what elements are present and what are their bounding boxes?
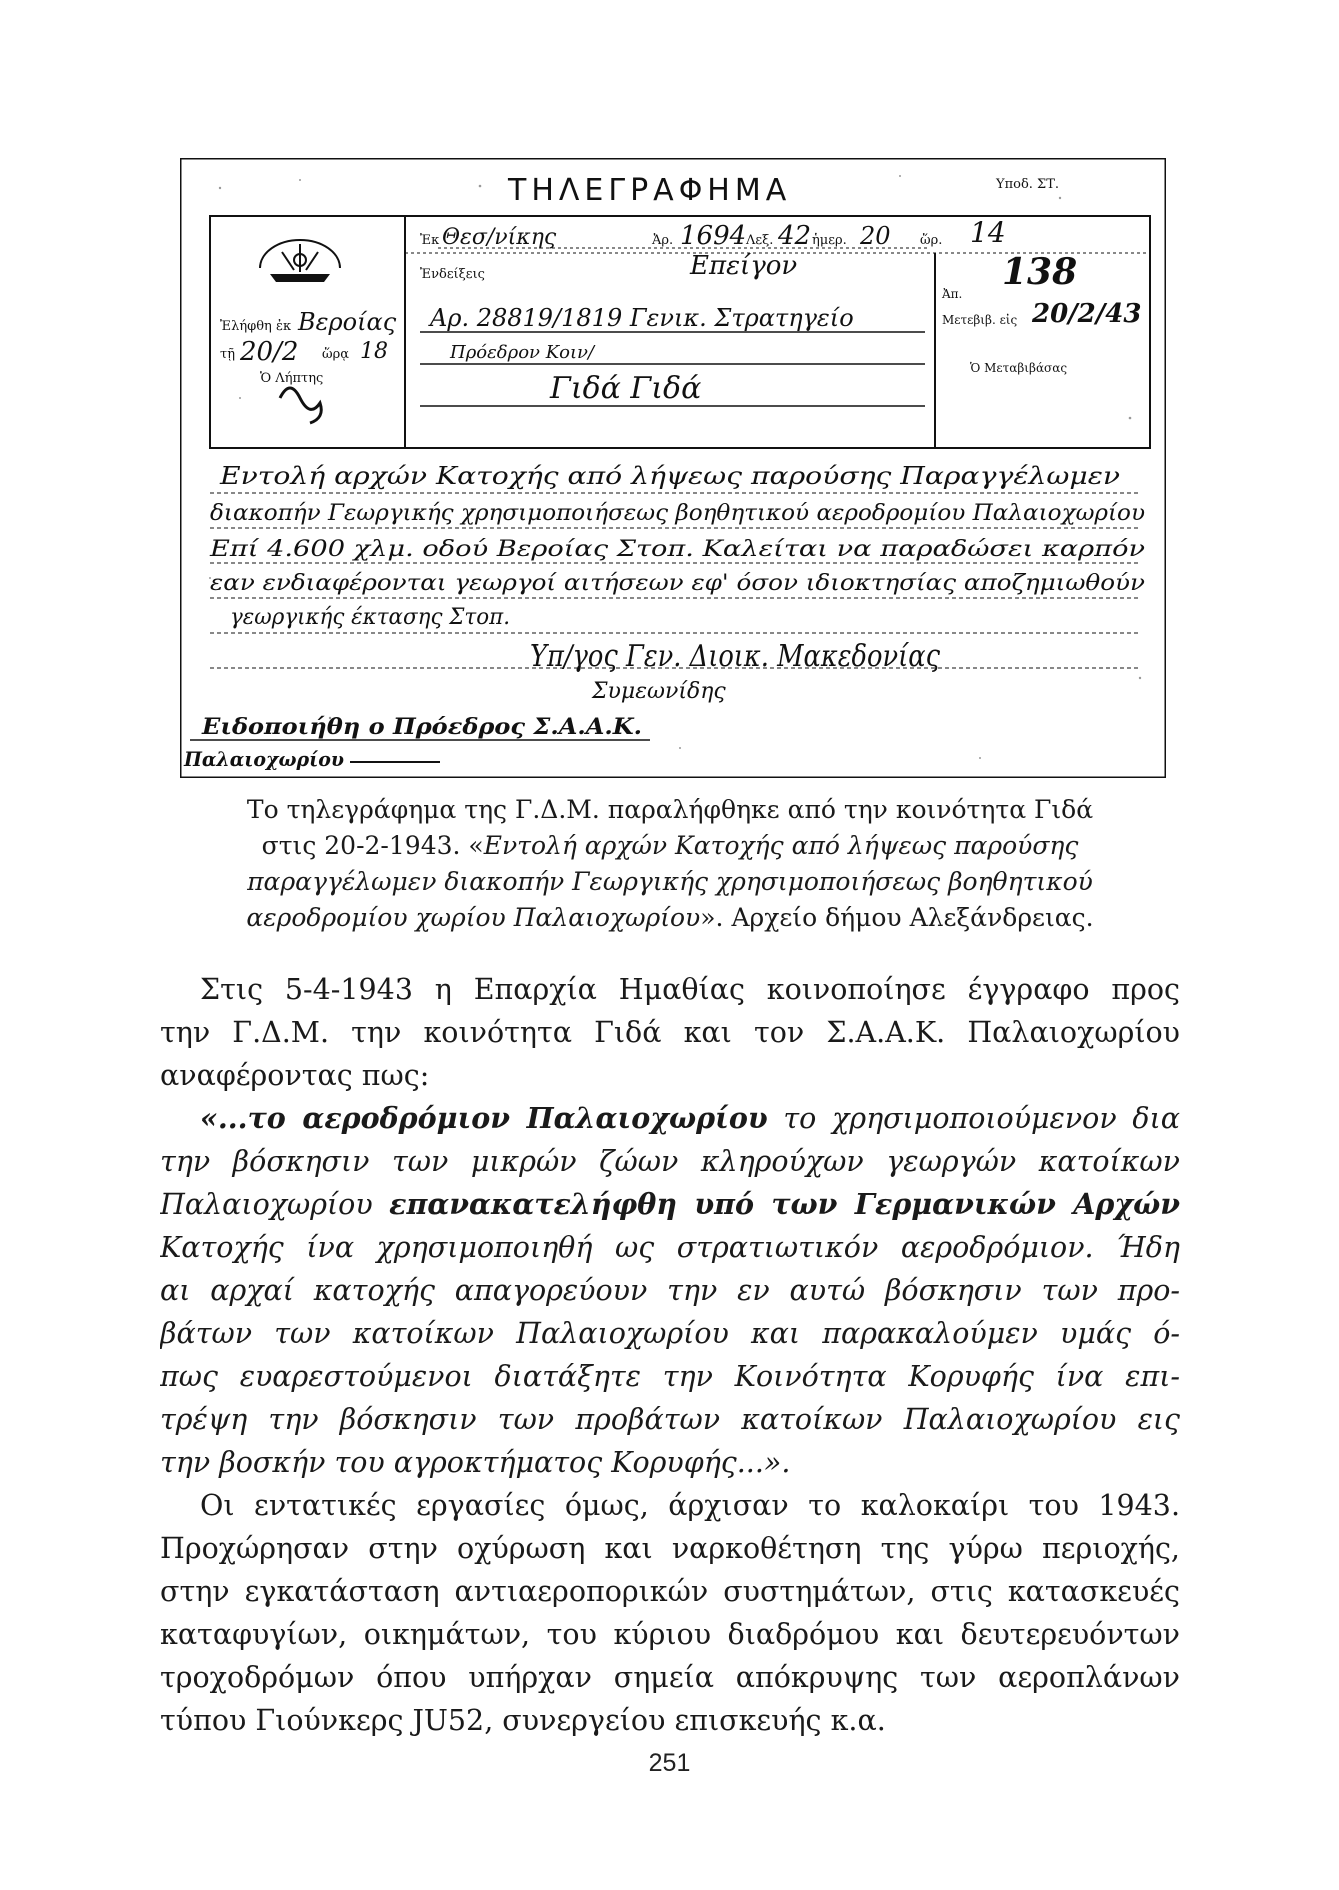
svg-text:Μετεβιβ. εἰς: Μετεβιβ. εἰς	[942, 313, 1018, 327]
received-time-value: 18	[360, 339, 388, 364]
word-count-value: 42	[778, 221, 812, 251]
received-date-label: τῇ	[220, 347, 235, 362]
received-time-label: ὥρᾳ	[322, 347, 350, 362]
quote-line: τρέψη την βόσκησιν των προβάτων κατοίκων Παλαιοχωρίου εις	[160, 1403, 1180, 1436]
notified-line: Ειδοποιήθη ο Πρόεδρος Σ.Α.Α.Κ.	[200, 714, 643, 740]
caption-line-1: Το τηλεγράφημα της Γ.Δ.Μ. παραλήφθηκε από την κοινότητα Γιδά	[246, 795, 1094, 824]
message-line: διακοπήν Γεωργικής χρησιμοποιήσεως βοηθητικού αεροδρομίου Παλαιοχωρίου	[210, 501, 1145, 526]
message-line: Επί 4.600 χλμ. οδού Βεροίας Στοπ. Καλείται να παραδώσει καρπόν	[208, 537, 1145, 562]
stamp-date: 20/2/43	[1032, 299, 1142, 329]
svg-text:Ἀρ.: Ἀρ.	[652, 233, 674, 248]
signature-line-2: Συμεωνίδης	[592, 679, 726, 704]
svg-text:Λεξ.: Λεξ.	[746, 233, 774, 248]
text-line: Οι εντατικές εργασίες όμως, άρχισαν το καλοκαίρι του 1943.	[200, 1489, 1180, 1522]
address-line-1: Αρ. 28819/1819 Γενικ. Στρατηγείο	[430, 304, 854, 332]
origin-value: Θεσ/νίκης	[442, 225, 557, 250]
quote-block	[160, 1097, 1180, 1484]
quote-line: πως ευαρεστούμενοι διατάξητε την Κοινότητα Κορυφής ίνα επι-	[160, 1360, 1180, 1393]
hour-value: 14	[970, 216, 1006, 249]
text-line: καταφυγίων, οικημάτων, του κύριου διαδρόμου και δευτερευόντων	[160, 1618, 1180, 1651]
caption-line-3: παραγγέλωμεν διακοπήν Γεωργικής χρησιμοποιήσεως βοηθητικού	[247, 867, 1093, 896]
page-number: 251	[648, 1749, 691, 1777]
day-value: 20	[860, 222, 891, 250]
text-line: αναφέροντας πως:	[160, 1059, 430, 1092]
telegram-scan	[180, 158, 1166, 778]
quote-line: την βόσκησιν των μικρών ζώων κληρούχων γεωργών κατοίκων	[160, 1145, 1180, 1178]
address-line-3: Γιδά Γιδά	[550, 371, 702, 406]
message-line: εαν ενδιαφέρονται γεωργοί αιτήσεων εφ' όσον ιδιοκτησίας αποζημιωθούν	[210, 571, 1145, 596]
quote-line: αι αρχαί κατοχής απαγορεύουν την εν αυτώ βόσκησιν των προ-	[160, 1274, 1180, 1307]
telegram-number-value: 1694	[680, 221, 747, 251]
quote-line: Παλαιοχωρίου επανακατελήφθη υπό των Γερμανικών Αρχών	[160, 1187, 1180, 1221]
svg-text:Ὁ Μεταβιβάσας: Ὁ Μεταβιβάσας	[970, 361, 1068, 375]
svg-text:ὥρ.: ὥρ.	[920, 233, 943, 248]
caption-line-2: στις 20-2-1943. «Εντολή αρχών Κατοχής από λήψεως παρούσης	[261, 831, 1079, 860]
quote-line: Κατοχής ίνα χρησιμοποιηθή ως στρατιωτικόν αεροδρόμιον. Ήδη	[160, 1231, 1180, 1264]
quote-line: βάτων των κατοίκων Παλαιοχωρίου και παρακαλούμεν υμάς ό-	[160, 1317, 1180, 1350]
received-from-value: Βεροίας	[298, 308, 397, 336]
text-line: την Γ.Δ.Μ. την κοινότητα Γιδά και τον Σ.Α.Α.Κ. Παλαιοχωρίου	[160, 1016, 1180, 1049]
receiver-label: Ὁ Λήπτης	[260, 371, 324, 386]
received-from-label: Ἐλήφθη ἐκ	[220, 319, 292, 334]
stamp-number: 138	[1002, 251, 1078, 293]
paragraph-2	[160, 1484, 1180, 1742]
message-line: Εντολή αρχών Κατοχής από λήψεως παρούσης Παραγγέλωμεν	[218, 462, 1120, 490]
svg-text:Ἐνδείξεις: Ἐνδείξεις	[420, 267, 485, 282]
paragraph-1	[160, 968, 1180, 1097]
received-date-value: 20/2	[240, 337, 299, 367]
text-line: στην εγκατάσταση αντιαεροπορικών συστημάτων, στις κατασκευές	[160, 1575, 1180, 1608]
received-line: Παλαιοχωρίου	[183, 747, 345, 771]
text-line: Προχώρησαν στην οχύρωση και ναρκοθέτηση της γύρω περιοχής,	[160, 1532, 1180, 1565]
text-line: Στις 5-4-1943 η Επαρχία Ημαθίας κοινοποίησε έγγραφο προς	[200, 973, 1180, 1006]
telegram-form-code: Υποδ. ΣΤ.	[996, 177, 1060, 192]
svg-text:Ἐκ: Ἐκ	[420, 233, 440, 248]
svg-text:ἡμερ.: ἡμερ.	[812, 233, 847, 248]
quote-line: «...το αεροδρόμιον Παλαιοχωρίου το χρησιμοποιούμενον δια	[200, 1101, 1180, 1135]
svg-text:Ἀπ.: Ἀπ.	[942, 287, 963, 301]
message-line: γεωργικής έκτασης Στοπ.	[230, 605, 510, 630]
quote-line: την βοσκήν του αγροκτήματος Κορυφής...».	[160, 1446, 791, 1479]
caption-line-4: αεροδρομίου χωρίου Παλαιοχωρίου». Αρχείο δήμου Αλεξάνδρειας.	[246, 903, 1094, 932]
telegram-title: ΤΗΛΕΓΡΑΦΗΜΑ	[508, 173, 792, 208]
signature-line-1: Υπ/γος Γεν. Διοικ. Μακεδονίας	[530, 639, 941, 674]
priority-value: Επείγον	[690, 251, 798, 281]
address-line-2: Πρόεδρον Κοιν/	[450, 342, 595, 363]
text-line: τύπου Γιούνκερς JU52, συνεργείου επισκευής κ.α.	[160, 1704, 886, 1737]
figure-caption	[160, 792, 1180, 936]
text-line: τροχοδρόμων όπου υπήρχαν σημεία απόκρυψης των αεροπλάνων	[160, 1661, 1180, 1694]
